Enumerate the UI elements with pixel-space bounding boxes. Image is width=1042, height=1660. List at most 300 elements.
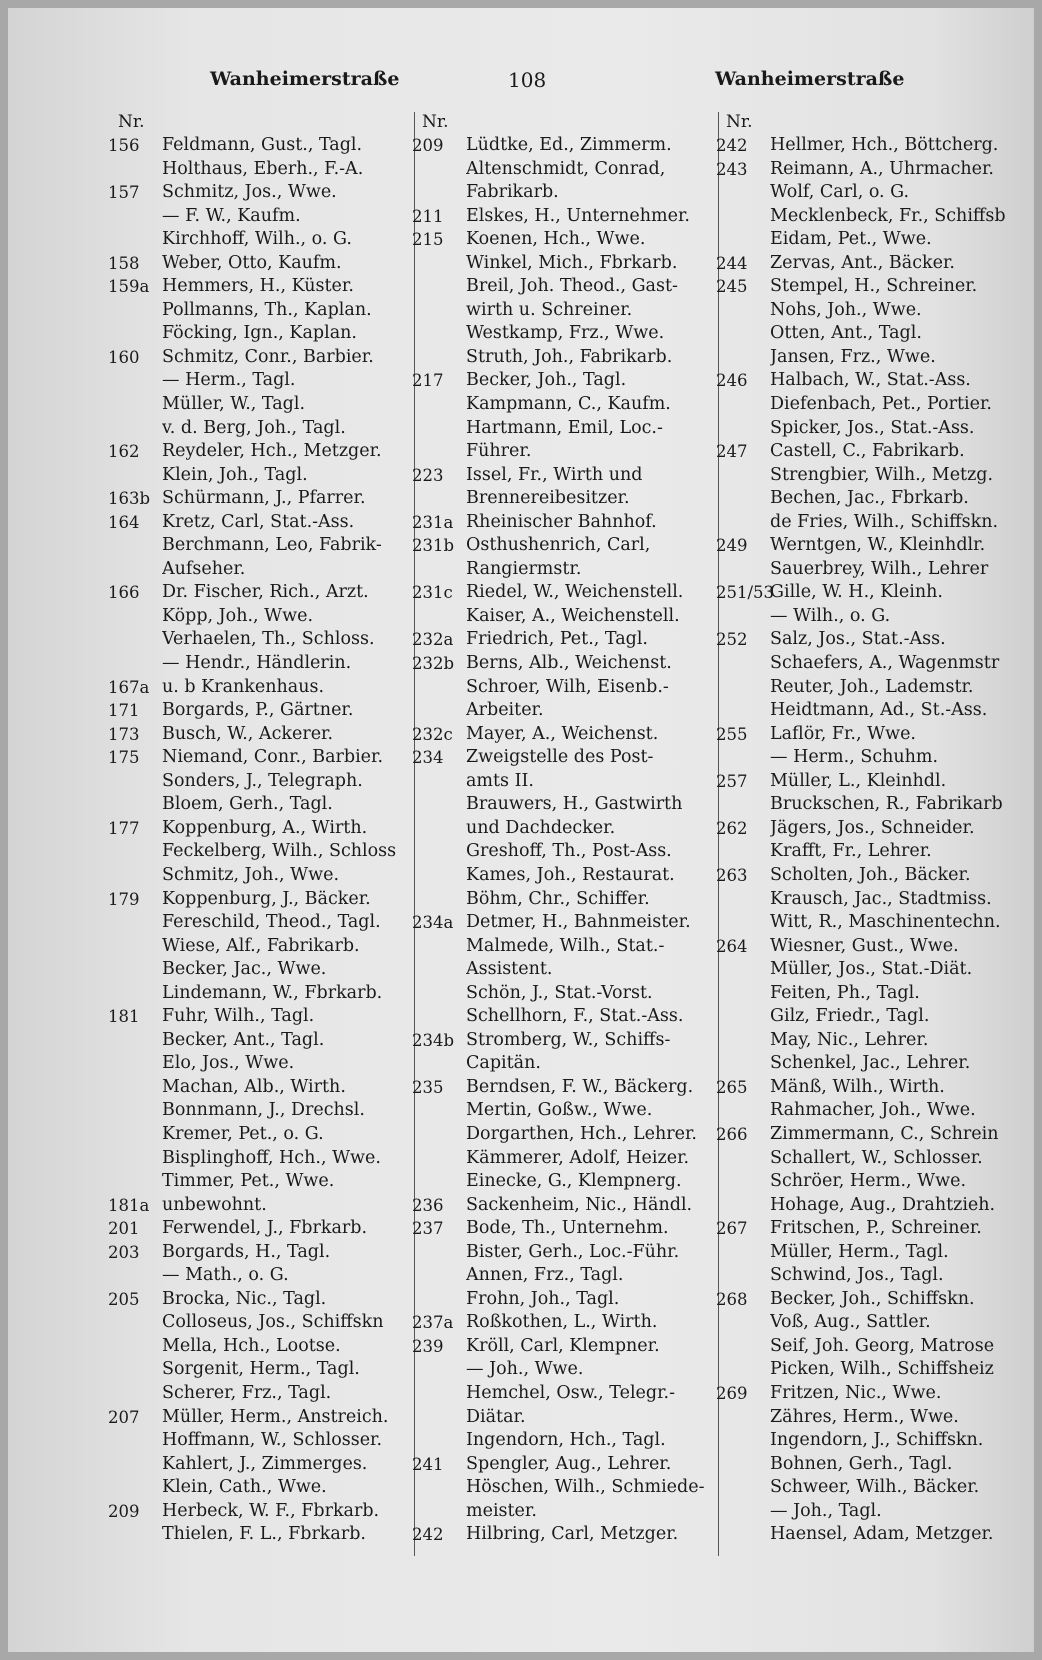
directory-entry bbox=[108, 181, 408, 205]
directory-entry bbox=[412, 299, 712, 323]
directory-entry bbox=[412, 1311, 712, 1335]
resident-text: Koppenburg, A., Wirth. bbox=[162, 817, 368, 838]
directory-entry bbox=[716, 958, 1016, 982]
resident-text: Fritzen, Nic., Wwe. bbox=[770, 1382, 942, 1403]
directory-entry bbox=[716, 628, 1016, 652]
directory-entry bbox=[412, 1099, 712, 1123]
house-number: 157 bbox=[108, 183, 140, 203]
directory-entry bbox=[716, 1099, 1016, 1123]
resident-text: Rangiermstr. bbox=[466, 558, 582, 579]
resident-text: Dorgarthen, Hch., Lehrer. bbox=[466, 1123, 697, 1144]
resident-text: Schmitz, Joh., Wwe. bbox=[162, 864, 340, 885]
house-number: 252 bbox=[716, 630, 748, 650]
resident-text: Brocka, Nic., Tagl. bbox=[162, 1288, 327, 1309]
house-number: 231c bbox=[412, 583, 453, 603]
resident-text: Borgards, P., Gärtner. bbox=[162, 700, 354, 721]
directory-entry bbox=[108, 1453, 408, 1477]
resident-text: Seif, Joh. Georg, Matrose bbox=[770, 1335, 995, 1356]
resident-text: Hemchel, Osw., Telegr.- bbox=[466, 1382, 676, 1403]
resident-text: Wiesner, Gust., Wwe. bbox=[770, 935, 959, 956]
resident-text: amts II. bbox=[466, 770, 534, 791]
column-heading: Nr. bbox=[118, 112, 145, 132]
resident-text: meister. bbox=[466, 1500, 537, 1521]
resident-text: Hilbring, Carl, Metzger. bbox=[466, 1524, 679, 1545]
resident-text: Müller, L., Kleinhdl. bbox=[770, 770, 947, 791]
directory-entry bbox=[716, 275, 1016, 299]
directory-entry bbox=[412, 464, 712, 488]
resident-text: Krafft, Fr., Lehrer. bbox=[770, 841, 932, 862]
resident-text: Hemmers, H., Küster. bbox=[162, 276, 354, 297]
directory-entry bbox=[108, 1194, 408, 1218]
resident-text: Kretz, Carl, Stat.-Ass. bbox=[162, 511, 355, 532]
resident-text: Reydeler, Hch., Metzger. bbox=[162, 441, 382, 462]
resident-text: Kröll, Carl, Klempner. bbox=[466, 1335, 660, 1356]
resident-text: Halbach, W., Stat.-Ass. bbox=[770, 370, 971, 391]
directory-entry bbox=[716, 1029, 1016, 1053]
house-number: 269 bbox=[716, 1383, 748, 1403]
resident-text: u. b Krankenhaus. bbox=[162, 676, 325, 697]
resident-text: Berns, Alb., Weichenst. bbox=[466, 653, 672, 674]
directory-entry bbox=[716, 864, 1016, 888]
directory-entry bbox=[412, 699, 712, 723]
resident-text: Holthaus, Eberh., F.-A. bbox=[162, 158, 364, 179]
house-number: 251/53 bbox=[716, 583, 775, 603]
directory-entry bbox=[716, 1335, 1016, 1359]
directory-entry bbox=[716, 1264, 1016, 1288]
house-number: 237 bbox=[412, 1219, 444, 1239]
resident-text: Frohn, Joh., Tagl. bbox=[466, 1288, 620, 1309]
resident-text: Strengbier, Wilh., Metzg. bbox=[770, 464, 994, 485]
house-number: 232b bbox=[412, 654, 455, 674]
directory-entry bbox=[716, 1241, 1016, 1265]
house-number: 255 bbox=[716, 724, 748, 744]
resident-text: Malmede, Wilh., Stat.- bbox=[466, 935, 665, 956]
directory-entry bbox=[412, 1288, 712, 1312]
directory-entry bbox=[108, 228, 408, 252]
directory-entry bbox=[108, 888, 408, 912]
directory-entry bbox=[108, 1147, 408, 1171]
directory-entry bbox=[108, 534, 408, 558]
column-2 bbox=[412, 110, 712, 1547]
resident-text: Schellhorn, F., Stat.-Ass. bbox=[466, 1006, 684, 1027]
directory-entry bbox=[412, 1358, 712, 1382]
resident-text: Schroer, Wilh, Eisenb.- bbox=[466, 676, 669, 697]
directory-entry bbox=[412, 935, 712, 959]
resident-text: Schaefers, A., Wagenmstr bbox=[770, 653, 1000, 674]
house-number: 262 bbox=[716, 818, 748, 838]
house-number: 167a bbox=[108, 677, 150, 697]
house-number: 164 bbox=[108, 512, 140, 532]
directory-entry bbox=[412, 652, 712, 676]
resident-text: und Dachdecker. bbox=[466, 817, 616, 838]
directory-entry bbox=[716, 487, 1016, 511]
directory-entry bbox=[716, 322, 1016, 346]
directory-entry bbox=[716, 252, 1016, 276]
resident-text: Sorgenit, Herm., Tagl. bbox=[162, 1359, 360, 1380]
house-number: 163b bbox=[108, 489, 151, 509]
resident-text: Capitän. bbox=[466, 1053, 541, 1074]
directory-entry bbox=[108, 864, 408, 888]
directory-entry bbox=[412, 1429, 712, 1453]
house-number: 242 bbox=[716, 136, 748, 155]
house-number: 207 bbox=[108, 1407, 140, 1427]
resident-text: Schmitz, Conr., Barbier. bbox=[162, 346, 374, 367]
directory-entry bbox=[412, 1523, 712, 1547]
directory-entry bbox=[108, 417, 408, 441]
directory-entry bbox=[412, 346, 712, 370]
directory-entry bbox=[108, 252, 408, 276]
directory-entry bbox=[716, 1123, 1016, 1147]
resident-text: Struth, Joh., Fabrikarb. bbox=[466, 346, 673, 367]
resident-text: de Fries, Wilh., Schiffskn. bbox=[770, 511, 999, 532]
house-number: 247 bbox=[716, 442, 748, 462]
resident-text: Berchmann, Leo, Fabrik- bbox=[162, 535, 382, 556]
resident-text: Schallert, W., Schlosser. bbox=[770, 1147, 983, 1168]
resident-text: Kames, Joh., Restaurat. bbox=[466, 864, 675, 885]
resident-text: Kahlert, J., Zimmerges. bbox=[162, 1453, 368, 1474]
resident-text: Kaiser, A., Weichenstell. bbox=[466, 605, 680, 626]
directory-entry bbox=[716, 1406, 1016, 1430]
directory-entry bbox=[108, 770, 408, 794]
directory-entry bbox=[108, 1288, 408, 1312]
directory-entry bbox=[108, 205, 408, 229]
house-number: 234b bbox=[412, 1030, 455, 1050]
resident-text: — Hendr., Händlerin. bbox=[162, 653, 352, 674]
resident-text: Bisplinghoff, Hch., Wwe. bbox=[162, 1147, 381, 1168]
directory-entry bbox=[716, 652, 1016, 676]
resident-text: Wiese, Alf., Fabrikarb. bbox=[162, 935, 360, 956]
directory-entry bbox=[716, 911, 1016, 935]
resident-text: Bister, Gerh., Loc.-Führ. bbox=[466, 1241, 680, 1262]
house-number: 175 bbox=[108, 748, 140, 768]
resident-text: Gille, W. H., Kleinh. bbox=[770, 582, 943, 603]
directory-entry bbox=[108, 840, 408, 864]
directory-entry bbox=[716, 1147, 1016, 1171]
resident-text: Gilz, Friedr., Tagl. bbox=[770, 1006, 930, 1027]
directory-entry bbox=[412, 1005, 712, 1029]
directory-entry bbox=[716, 558, 1016, 582]
resident-text: Reimann, A., Uhrmacher. bbox=[770, 158, 994, 179]
resident-text: Hellmer, Hch., Böttcherg. bbox=[770, 135, 999, 155]
directory-entry bbox=[108, 1429, 408, 1453]
directory-entry bbox=[108, 676, 408, 700]
directory-entry bbox=[716, 793, 1016, 817]
directory-entry bbox=[716, 1382, 1016, 1406]
directory-entry bbox=[108, 1500, 408, 1524]
directory-entry bbox=[716, 581, 1016, 605]
resident-text: Fuhr, Wilh., Tagl. bbox=[162, 1006, 315, 1027]
house-number: 205 bbox=[108, 1289, 140, 1309]
resident-text: Niemand, Conr., Barbier. bbox=[162, 747, 384, 768]
directory-entry bbox=[412, 1382, 712, 1406]
directory-entry bbox=[716, 534, 1016, 558]
resident-text: Feldmann, Gust., Tagl. bbox=[162, 135, 363, 155]
resident-text: Arbeiter. bbox=[466, 700, 544, 721]
resident-text: Fereschild, Theod., Tagl. bbox=[162, 912, 381, 933]
directory-entry bbox=[716, 1194, 1016, 1218]
directory-entry bbox=[716, 511, 1016, 535]
directory-entry bbox=[412, 487, 712, 511]
directory-entry bbox=[716, 369, 1016, 393]
directory-entry bbox=[716, 205, 1016, 229]
resident-text: Mertin, Goßw., Wwe. bbox=[466, 1100, 653, 1121]
house-number: 223 bbox=[412, 465, 444, 485]
resident-text: Böhm, Chr., Schiffer. bbox=[466, 888, 650, 909]
house-number: 211 bbox=[412, 206, 444, 226]
directory-entry bbox=[716, 134, 1016, 158]
resident-text: Koenen, Hch., Wwe. bbox=[466, 229, 646, 250]
directory-page bbox=[8, 8, 1034, 1652]
house-number: 236 bbox=[412, 1195, 444, 1215]
directory-entry bbox=[108, 369, 408, 393]
resident-text: Eidam, Pet., Wwe. bbox=[770, 229, 932, 250]
directory-entry bbox=[412, 158, 712, 182]
directory-entry bbox=[412, 1476, 712, 1500]
directory-entry bbox=[716, 1358, 1016, 1382]
directory-entry bbox=[108, 1335, 408, 1359]
resident-text: Schürmann, J., Pfarrer. bbox=[162, 488, 366, 509]
resident-text: Becker, Joh., Schiffskn. bbox=[770, 1288, 975, 1309]
directory-entry bbox=[716, 605, 1016, 629]
resident-text: Mayer, A., Weichenst. bbox=[466, 723, 659, 744]
directory-entry bbox=[716, 181, 1016, 205]
directory-entry bbox=[716, 158, 1016, 182]
house-number: 234a bbox=[412, 913, 454, 933]
resident-text: — Joh., Tagl. bbox=[770, 1500, 882, 1521]
house-number: 181 bbox=[108, 1007, 140, 1027]
directory-entry bbox=[412, 746, 712, 770]
directory-entry bbox=[108, 652, 408, 676]
directory-entry bbox=[108, 935, 408, 959]
directory-entry bbox=[716, 299, 1016, 323]
resident-text: Müller, Jos., Stat.-Diät. bbox=[770, 959, 973, 980]
resident-text: Timmer, Pet., Wwe. bbox=[162, 1171, 335, 1192]
directory-entry bbox=[108, 605, 408, 629]
resident-text: Einecke, G., Klempnerg. bbox=[466, 1171, 682, 1192]
resident-text: — Herm., Schuhm. bbox=[770, 747, 939, 768]
resident-text: Zimmermann, C., Schrein bbox=[770, 1123, 999, 1144]
resident-text: Bruckschen, R., Fabrikarb bbox=[770, 794, 1003, 815]
directory-entry bbox=[108, 1217, 408, 1241]
directory-entry bbox=[412, 888, 712, 912]
resident-text: Lindemann, W., Fbrkarb. bbox=[162, 982, 383, 1003]
resident-text: Witt, R., Maschinentechn. bbox=[770, 912, 1001, 933]
house-number: 156 bbox=[108, 136, 140, 155]
directory-entry bbox=[716, 746, 1016, 770]
directory-entry bbox=[108, 1476, 408, 1500]
house-number: 265 bbox=[716, 1077, 748, 1097]
directory-entry bbox=[108, 581, 408, 605]
directory-entry bbox=[412, 393, 712, 417]
directory-entry bbox=[412, 1335, 712, 1359]
directory-entry bbox=[108, 982, 408, 1006]
resident-text: Mänß, Wilh., Wirth. bbox=[770, 1076, 945, 1097]
directory-entry bbox=[716, 770, 1016, 794]
resident-text: Salz, Jos., Stat.-Ass. bbox=[770, 629, 946, 650]
directory-entry bbox=[716, 817, 1016, 841]
resident-text: — F. W., Kaufm. bbox=[162, 205, 301, 226]
resident-text: Feckelberg, Wilh., Schloss bbox=[162, 841, 397, 862]
resident-text: Kirchhoff, Wilh., o. G. bbox=[162, 229, 352, 250]
directory-entry bbox=[716, 1288, 1016, 1312]
directory-entry bbox=[412, 817, 712, 841]
resident-text: Scherer, Frz., Tagl. bbox=[162, 1382, 332, 1403]
directory-entry bbox=[412, 1123, 712, 1147]
resident-text: — Joh., Wwe. bbox=[466, 1359, 584, 1380]
resident-text: Bloem, Gerh., Tagl. bbox=[162, 794, 333, 815]
directory-entry bbox=[108, 393, 408, 417]
house-number: 179 bbox=[108, 889, 140, 909]
resident-text: Brennereibesitzer. bbox=[466, 488, 630, 509]
directory-entry bbox=[108, 1005, 408, 1029]
house-number: 203 bbox=[108, 1242, 140, 1262]
directory-entry bbox=[108, 322, 408, 346]
directory-entry bbox=[412, 369, 712, 393]
resident-text: Bechen, Jac., Fbrkarb. bbox=[770, 488, 969, 509]
directory-entry bbox=[108, 1076, 408, 1100]
resident-text: Müller, Herm., Anstreich. bbox=[162, 1406, 389, 1427]
resident-text: Becker, Jac., Wwe. bbox=[162, 959, 327, 980]
directory-entry bbox=[716, 1311, 1016, 1335]
directory-entry bbox=[412, 322, 712, 346]
house-number: 239 bbox=[412, 1336, 444, 1356]
resident-text: Picken, Wilh., Schiffsheiz bbox=[770, 1359, 994, 1380]
resident-text: Höschen, Wilh., Schmiede- bbox=[466, 1477, 705, 1498]
running-head-left: Wanheimerstraße bbox=[210, 68, 400, 90]
directory-entry bbox=[412, 864, 712, 888]
resident-text: Detmer, H., Bahnmeister. bbox=[466, 912, 691, 933]
directory-entry bbox=[716, 1476, 1016, 1500]
directory-entry bbox=[108, 699, 408, 723]
directory-entry bbox=[412, 1076, 712, 1100]
resident-text: Mella, Hch., Lootse. bbox=[162, 1335, 341, 1356]
resident-text: Köpp, Joh., Wwe. bbox=[162, 605, 314, 626]
directory-entry bbox=[412, 181, 712, 205]
directory-entry bbox=[716, 1005, 1016, 1029]
house-number: 257 bbox=[716, 771, 748, 791]
resident-text: Becker, Ant., Tagl. bbox=[162, 1029, 325, 1050]
running-head-right: Wanheimerstraße bbox=[715, 68, 905, 90]
directory-entry bbox=[108, 440, 408, 464]
resident-text: Klein, Cath., Wwe. bbox=[162, 1477, 327, 1498]
resident-text: Sonders, J., Telegraph. bbox=[162, 770, 363, 791]
house-number: 268 bbox=[716, 1289, 748, 1309]
resident-text: Laflör, Fr., Wwe. bbox=[770, 723, 916, 744]
resident-text: Breil, Joh. Theod., Gast- bbox=[466, 276, 678, 297]
directory-entry bbox=[412, 1500, 712, 1524]
column-3 bbox=[716, 110, 1016, 1547]
house-number: 235 bbox=[412, 1077, 444, 1097]
resident-text: May, Nic., Lehrer. bbox=[770, 1029, 929, 1050]
resident-text: Kämmerer, Adolf, Heizer. bbox=[466, 1147, 690, 1168]
directory-entry bbox=[108, 1052, 408, 1076]
directory-entry bbox=[716, 723, 1016, 747]
directory-entry bbox=[108, 1358, 408, 1382]
directory-entry bbox=[716, 1453, 1016, 1477]
resident-text: Voß, Aug., Sattler. bbox=[770, 1312, 931, 1333]
column-1 bbox=[108, 110, 408, 1547]
house-number: 237a bbox=[412, 1313, 454, 1333]
resident-text: Werntgen, W., Kleinhdlr. bbox=[770, 535, 986, 556]
directory-entry bbox=[412, 134, 712, 158]
directory-entry bbox=[412, 275, 712, 299]
house-number: 231a bbox=[412, 512, 454, 532]
directory-entry bbox=[412, 840, 712, 864]
resident-text: — Math., o. G. bbox=[162, 1265, 289, 1286]
directory-entry bbox=[108, 817, 408, 841]
resident-text: Dr. Fischer, Rich., Arzt. bbox=[162, 582, 369, 603]
directory-entry bbox=[412, 723, 712, 747]
directory-entry bbox=[716, 1052, 1016, 1076]
resident-text: Verhaelen, Th., Schloss. bbox=[162, 629, 375, 650]
resident-text: Thielen, F. L., Fbrkarb. bbox=[162, 1524, 366, 1545]
resident-text: Zähres, Herm., Wwe. bbox=[770, 1406, 959, 1427]
resident-text: Sackenheim, Nic., Händl. bbox=[466, 1194, 693, 1215]
house-number: 215 bbox=[412, 230, 444, 250]
resident-text: Otten, Ant., Tagl. bbox=[770, 323, 922, 344]
resident-text: Sauerbrey, Wilh., Lehrer bbox=[770, 558, 989, 579]
resident-text: Bonnmann, J., Drechsl. bbox=[162, 1100, 365, 1121]
resident-text: Führer. bbox=[466, 441, 532, 462]
page-header bbox=[8, 68, 1034, 98]
resident-text: Hohage, Aug., Drahtzieh. bbox=[770, 1194, 996, 1215]
directory-entry bbox=[716, 1076, 1016, 1100]
directory-entry bbox=[716, 1523, 1016, 1547]
directory-entry bbox=[108, 558, 408, 582]
resident-text: Bohnen, Gerh., Tagl. bbox=[770, 1453, 953, 1474]
resident-text: Zervas, Ant., Bäcker. bbox=[770, 252, 955, 273]
directory-entry bbox=[716, 393, 1016, 417]
directory-entry bbox=[716, 888, 1016, 912]
directory-entry bbox=[412, 1194, 712, 1218]
resident-text: Jansen, Frz., Wwe. bbox=[770, 346, 936, 367]
directory-entry bbox=[108, 487, 408, 511]
resident-text: Mecklenbeck, Fr., Schiffsb bbox=[770, 205, 1006, 226]
directory-entry bbox=[108, 1123, 408, 1147]
directory-entry bbox=[412, 511, 712, 535]
directory-entry bbox=[108, 746, 408, 770]
resident-text: Klein, Joh., Tagl. bbox=[162, 464, 308, 485]
house-number: 160 bbox=[108, 347, 140, 367]
directory-entry bbox=[412, 417, 712, 441]
directory-entry bbox=[412, 1241, 712, 1265]
house-number: 209 bbox=[412, 136, 444, 155]
resident-text: Schröer, Herm., Wwe. bbox=[770, 1171, 967, 1192]
house-number: 241 bbox=[412, 1454, 444, 1474]
resident-text: Spicker, Jos., Stat.-Ass. bbox=[770, 417, 975, 438]
directory-entry bbox=[716, 1217, 1016, 1241]
directory-entry bbox=[412, 1264, 712, 1288]
directory-entry bbox=[412, 440, 712, 464]
directory-entry bbox=[412, 1052, 712, 1076]
resident-text: Hartmann, Emil, Loc.- bbox=[466, 417, 663, 438]
resident-text: Issel, Fr., Wirth und bbox=[466, 464, 643, 485]
resident-text: Brauwers, H., Gastwirth bbox=[466, 794, 683, 815]
resident-text: Krausch, Jac., Stadtmiss. bbox=[770, 888, 992, 909]
house-number: 173 bbox=[108, 724, 140, 744]
directory-entry bbox=[108, 275, 408, 299]
resident-text: Stempel, H., Schreiner. bbox=[770, 276, 978, 297]
house-number: 232a bbox=[412, 630, 454, 650]
resident-text: Ingendorn, Hch., Tagl. bbox=[466, 1430, 666, 1451]
directory-entry bbox=[108, 1264, 408, 1288]
directory-entry bbox=[108, 911, 408, 935]
directory-entry bbox=[108, 134, 408, 158]
house-number: 244 bbox=[716, 253, 748, 273]
resident-text: Müller, W., Tagl. bbox=[162, 394, 306, 415]
house-number: 264 bbox=[716, 936, 748, 956]
directory-entry bbox=[412, 205, 712, 229]
